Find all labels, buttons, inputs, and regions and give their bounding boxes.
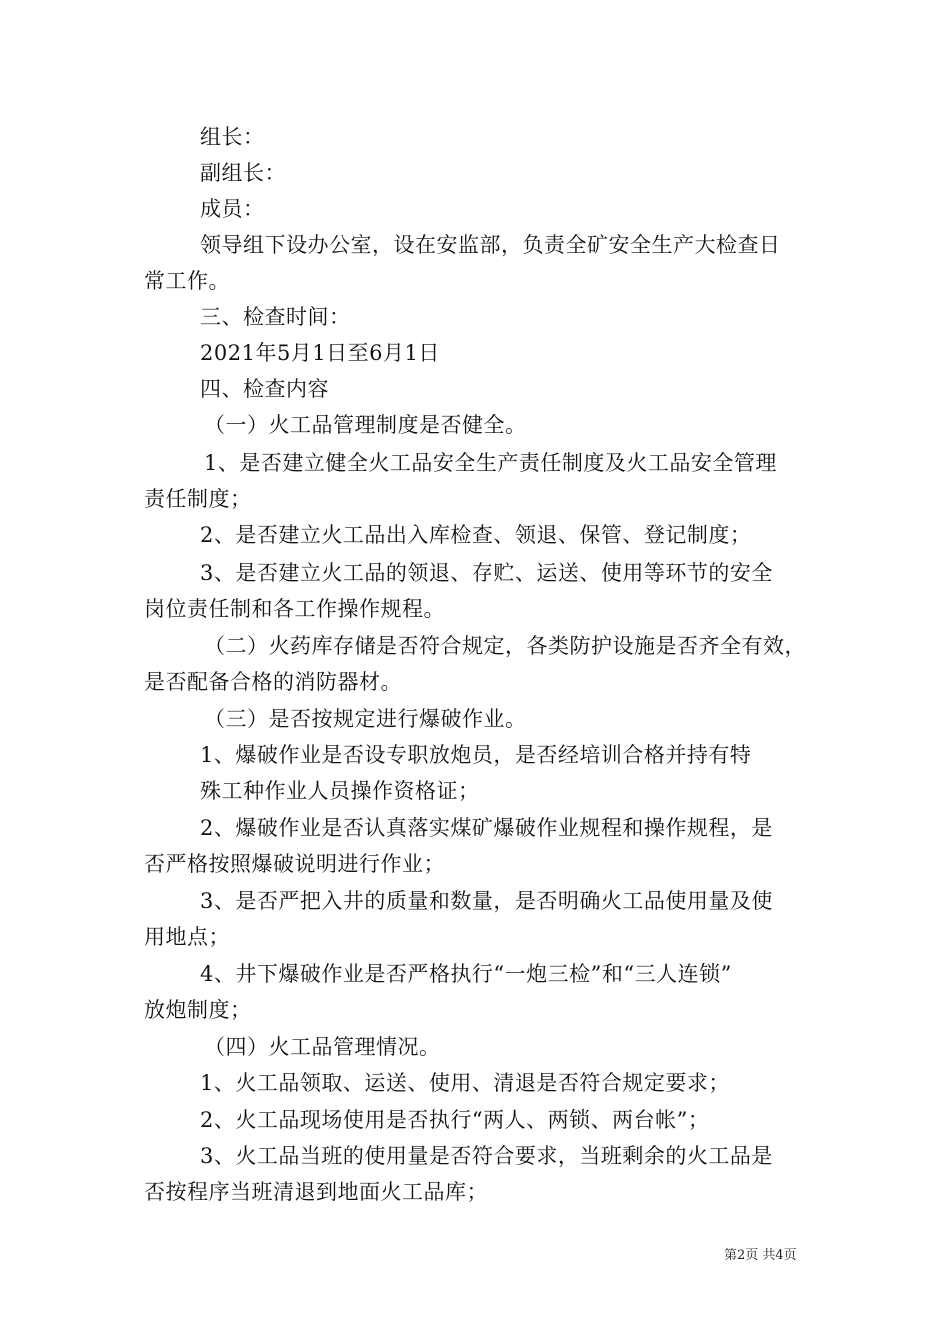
list-item-1-3: 3、是否建立火工品的领退、存贮、运送、使用等环节的安全 — [200, 561, 773, 585]
list-item-4-3: 3、火工品当班的使用量是否符合要求，当班剩余的火工品是 — [200, 1144, 773, 1168]
list-item-4-1: 1、火工品领取、运送、使用、清退是否符合规定要求； — [200, 1071, 730, 1095]
subsection-heading-4: （四）火工品管理情况。 — [204, 1035, 441, 1059]
list-item-3-1: 1、爆破作业是否设专职放炮员，是否经培训合格并持有特 — [200, 743, 752, 767]
list-item-3-2: 2、爆破作业是否认真落实煤矿爆破作业规程和操作规程，是 — [200, 816, 773, 840]
text-line-members: 成员： — [200, 197, 265, 221]
list-item-1-2: 2、是否建立火工品出入库检查、领退、保管、登记制度； — [200, 523, 752, 547]
list-item-1-1: 1、是否建立健全火工品安全生产责任制度及火工品安全管理 — [204, 451, 777, 475]
text-line-office: 领导组下设办公室，设在安监部，负责全矿安全生产大检查日 — [200, 233, 781, 257]
list-item-1-3-cont: 岗位责任制和各工作操作规程。 — [144, 597, 445, 621]
list-item-3-3-cont: 用地点； — [144, 925, 230, 949]
list-item-3-4: 4、井下爆破作业是否严格执行“一炮三检”和“三人连锁” — [200, 962, 732, 986]
list-item-4-3-cont: 否按程序当班清退到地面火工品库； — [144, 1180, 488, 1204]
text-line-date-range: 2021年5月1日至6月1日 — [200, 341, 440, 365]
subsection-heading-2: （二）火药库存储是否符合规定，各类防护设施是否齐全有效， — [204, 634, 806, 658]
text-line-group-leader: 组长： — [200, 125, 265, 149]
list-item-3-2-cont: 否严格按照爆破说明进行作业； — [144, 852, 445, 876]
section-heading-content: 四、检查内容 — [200, 377, 329, 401]
list-item-4-2: 2、火工品现场使用是否执行“两人、两锁、两台帐”； — [200, 1108, 710, 1132]
subsection-heading-2-cont: 是否配备合格的消防器材。 — [144, 670, 402, 694]
list-item-3-4-cont: 放炮制度； — [144, 998, 252, 1022]
text-line-deputy-leader: 副组长： — [200, 161, 286, 185]
subsection-heading-3: （三）是否按规定进行爆破作业。 — [204, 707, 527, 731]
section-heading-time: 三、检查时间： — [200, 305, 351, 329]
subsection-heading-1: （一）火工品管理制度是否健全。 — [204, 413, 527, 437]
list-item-1-1-cont: 责任制度； — [144, 487, 252, 511]
list-item-3-3: 3、是否严把入井的质量和数量，是否明确火工品使用量及使 — [200, 889, 773, 913]
list-item-3-1-cont: 殊工种作业人员操作资格证； — [200, 779, 480, 803]
text-line-office-cont: 常工作。 — [144, 269, 230, 293]
page-number-footer: 第2页 共4页 — [724, 1248, 797, 1263]
